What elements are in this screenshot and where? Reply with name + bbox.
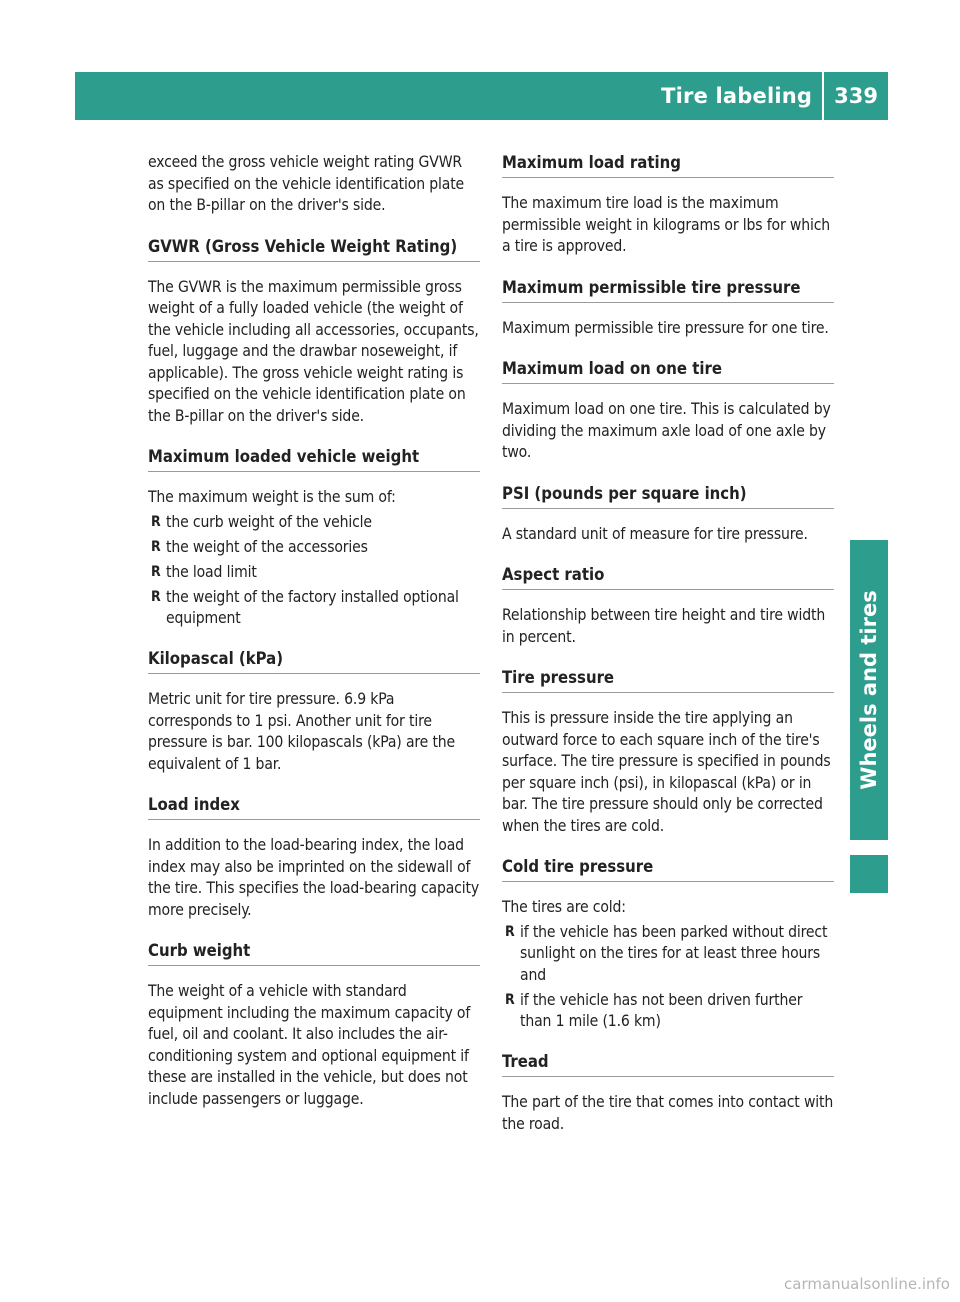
heading-gvwr: GVWR (Gross Vehicle Weight Rating): [148, 236, 480, 262]
list-item: R if the vehicle has not been driven further than 1 mile (1.6 km): [505, 990, 803, 1030]
cold-tire-bullet-list: [502, 922, 834, 1033]
heading-max-load-rating: Maximum load rating: [502, 152, 834, 178]
heading-cold-tire-pressure: Cold tire pressure: [502, 856, 834, 882]
right-column: [502, 152, 834, 1135]
bullet-icon: R: [151, 563, 161, 580]
text-gvwr: The GVWR is the maximum permissible gross weight of a fully loaded vehicle (the weight of the vehicle including all accessories, occupants, fuel, luggage and the drawbar noseweight, if applicable). The gross vehicle weight rating is specified on the vehicle identification plate on the B-pillar on the driver's side.: [148, 277, 479, 425]
heading-psi: PSI (pounds per square inch): [502, 483, 834, 509]
bullet-icon: R: [505, 923, 515, 940]
text-max-load-rating: The maximum tire load is the maximum permissible weight in kilograms or lbs for which a tire is approved.: [502, 194, 830, 255]
text-cold-tire-pressure: The tires are cold:: [502, 898, 626, 916]
heading-curb-weight: Curb weight: [148, 940, 480, 966]
text-load-index: In addition to the load-bearing index, the load index may also be imprinted on the sidewall of the tire. This specifies the load-bearing capacity more precisely.: [148, 836, 479, 919]
heading-aspect-ratio: Aspect ratio: [502, 564, 834, 590]
bullet-icon: R: [151, 513, 161, 530]
text-tread: The part of the tire that comes into contact with the road.: [502, 1093, 834, 1133]
page-number: 339: [834, 84, 878, 108]
left-column: [148, 152, 480, 1110]
text-tire-pressure: This is pressure inside the tire applying an outward force to each square inch of the tire's surface. The tire pressure is specified in pounds per square inch (psi), in kilopascal (kPa) or in bar. The tire pressure should only be corrected when the tires are cold.: [502, 709, 831, 835]
text-kilopascal: Metric unit for tire pressure. 6.9 kPa corresponds to 1 psi. Another unit for tire pressure is bar. 100 kilopascals (kPa) are the equivalent of 1 bar.: [148, 690, 456, 773]
page-header: [75, 72, 888, 120]
chapter-marker: [850, 855, 888, 893]
intro-text: exceed the gross vehicle weight rating GVWR as specified on the vehicle identification plate on the B-pillar on the driver's side.: [148, 153, 465, 214]
text-curb-weight: The weight of a vehicle with standard equipment including the maximum capacity of fuel, oil and coolant. It also includes the air-conditioning system and optional equipment if these are installed in the vehicle, but does not include passengers or luggage.: [148, 982, 471, 1108]
list-item: R the weight of the accessories: [148, 537, 480, 559]
list-item: R the weight of the factory installed optional equipment: [151, 587, 459, 627]
text-max-pressure: Maximum permissible tire pressure for one tire.: [502, 318, 829, 337]
max-loaded-bullet-list: [148, 512, 480, 630]
heading-max-loaded-weight: Maximum loaded vehicle weight: [148, 446, 480, 472]
list-item: R the load limit: [148, 562, 480, 584]
heading-kilopascal: Kilopascal (kPa): [148, 648, 480, 674]
section-title: Tire labeling: [661, 84, 813, 108]
list-item: R if the vehicle has been parked without direct sunlight on the tires for at least three hours and: [505, 922, 828, 984]
heading-tread: Tread: [502, 1051, 834, 1077]
list-item: R the curb weight of the vehicle: [148, 512, 480, 534]
text-psi: A standard unit of measure for tire pressure.: [502, 524, 808, 543]
watermark: carmanualsonline.info: [784, 1275, 950, 1293]
bullet-icon: R: [151, 588, 161, 605]
chapter-tab-label: Wheels and tires: [857, 590, 881, 790]
bullet-icon: R: [151, 538, 161, 555]
text-max-loaded-weight: The maximum weight is the sum of:: [148, 488, 396, 506]
heading-load-index: Load index: [148, 794, 480, 820]
heading-tire-pressure: Tire pressure: [502, 667, 834, 693]
heading-max-pressure: Maximum permissible tire pressure: [502, 277, 834, 303]
text-max-load-one-tire: Maximum load on one tire. This is calculated by dividing the maximum axle load of one axle by two.: [502, 400, 831, 461]
text-aspect-ratio: Relationship between tire height and tire width in percent.: [502, 606, 826, 646]
heading-max-load-one-tire: Maximum load on one tire: [502, 358, 834, 384]
bullet-icon: R: [505, 991, 515, 1008]
